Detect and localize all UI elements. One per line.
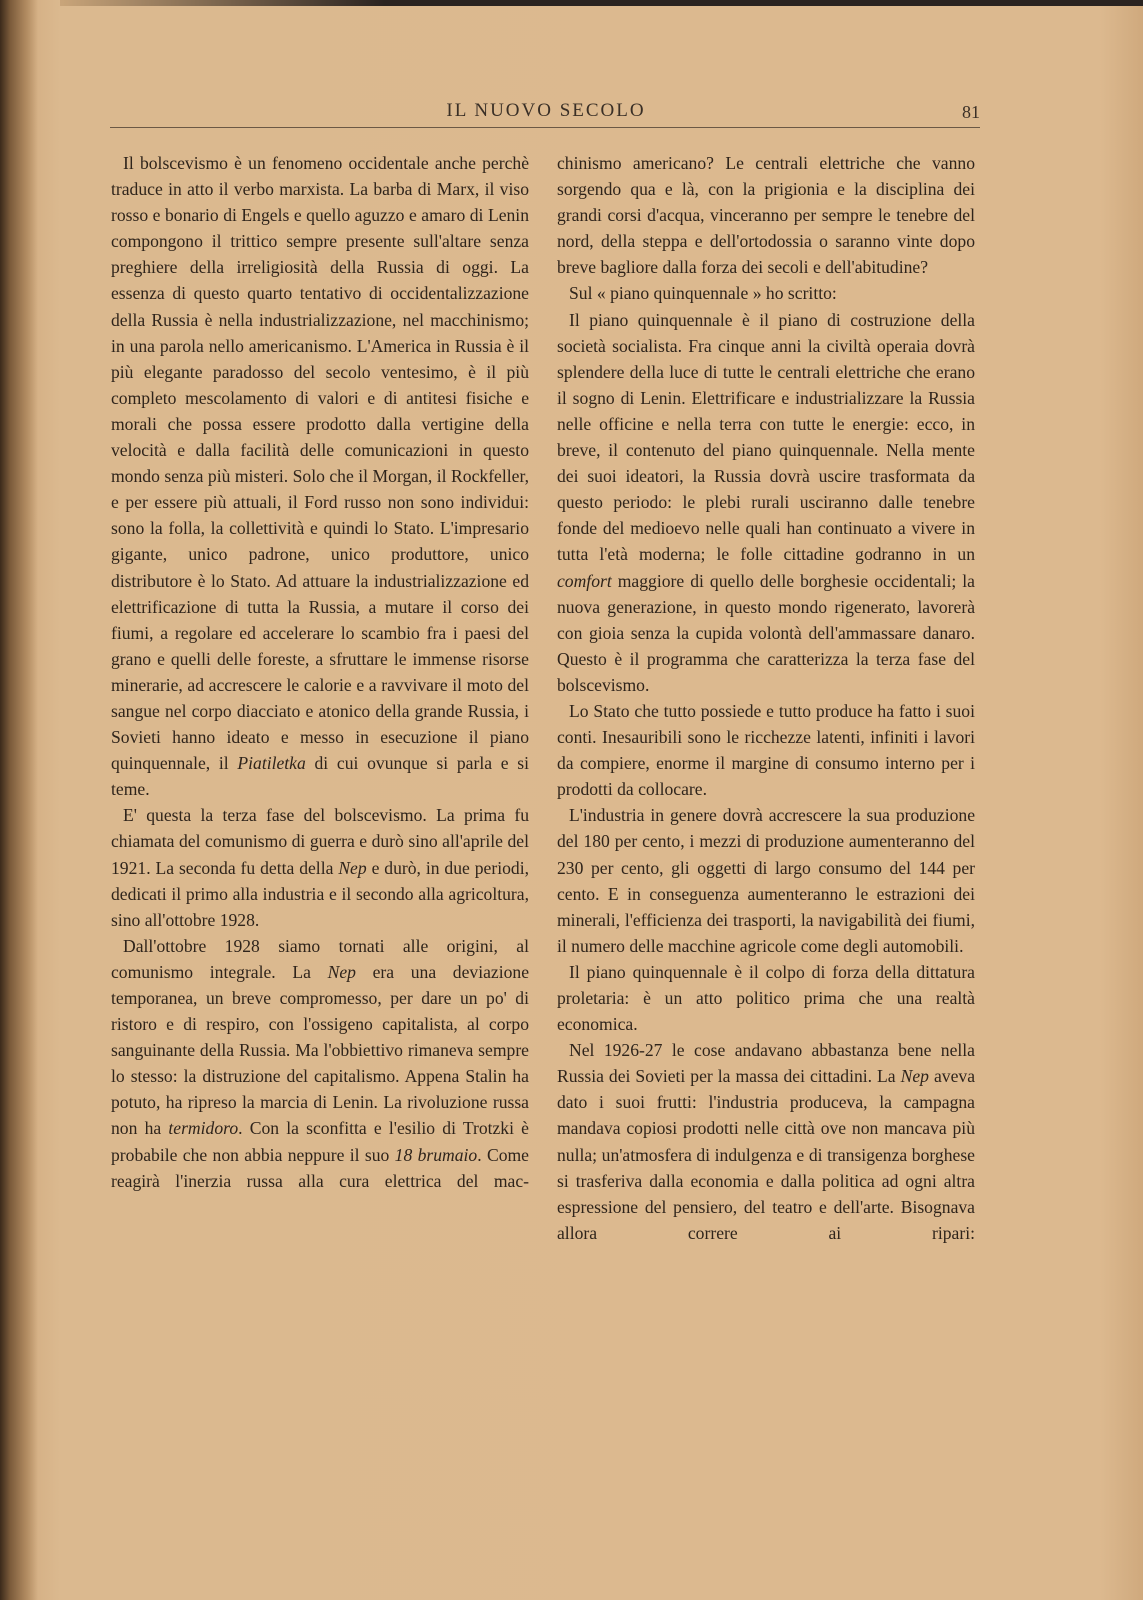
paragraph-text: Il bolscevismo è un fenomeno occidentale anche perchè traduce in atto il verbo marxista. La barba di Marx, il viso rosso e bonario di Engels e quello aguzzo e amaro di Lenin compongono il trittico sempre presente sull'altare senza preghiere della irreligiosità della Russia di oggi. La essenza di questo quarto tentativo di occidentalizzazione della Russia è nella industrializzazione, nel macchinismo; in una parola nello americanismo. L'America in Russia è il più elegante paradosso del secolo ventesimo, è il più completo mescolamento di valori e di antitesi fisiche e morali che possa essere prodotto dalla vertigine della velocità e dalla facilità delle comunicazioni in questo mondo senza più misteri. Solo che il Morgan, il Rockfeller, e per essere più attuali, il Ford russo non sono individui: sono la folla, la collettività e quindi lo Stato. L'impresario gigante, unico padrone, unico produttore, unico distributore è lo Stato. Ad attuare la industrializzazione ed elettrificazione di tutta la Russia, a mutare il corso dei fiumi, a regolare ed accelerare lo scambio fra i paesi del grano e quelli delle foreste, a sfruttare le immense risorse minerarie, ad accrescere le calorie e a ravvivare il moto del sangue nel corpo diacciato e atonico della grande Russia, i Sovieti hanno ideato e messo in esecuzione il piano quinquennale, il (111, 153, 529, 774)
header-title: IL NUOVO SECOLO (446, 100, 646, 121)
paragraph-text: . Come reagirà l'inerzia russa alla cura elettrica del mac- (111, 1144, 529, 1191)
paragraph (111, 150, 529, 802)
paragraph: chinismo americano? Le centrali elettriche che vanno sorgendo qua e là, con la prigionia e la disciplina dei grandi corsi d'acqua, vinceranno per sempre le tenebre del nord, della steppa e dell'ortodossia o saranno vinte dopo breve bagliore dalla forza dei secoli e dell'abitudine? (557, 153, 975, 278)
paragraph: L'industria in genere dovrà accrescere la sua produzione del 180 per cento, i mezzi di produzione aumenteranno del 230 per cento, gli oggetti di largo consumo del 144 per cento. E in conseguenza aumenteranno le estrazioni dei minerali, l'efficienza dei trasporti, la navigabilità dei fiumi, il numero delle macchine agricole come degli automobili. (557, 805, 975, 956)
paragraph-text: E' questa la terza fase del bolscevismo. La prima fu chiamata del comunismo di guerra e durò sino all'aprile del 1921. La seconda fu detta della (111, 805, 529, 878)
right-column (557, 150, 975, 1570)
paragraph: Il piano quinquennale è il colpo di forza della dittatura proletaria: è un atto politico prima che una realtà economica. (557, 961, 975, 1035)
paragraph-text: Dall'ottobre 1928 siamo tornati alle origini, al comunismo integrale. La (111, 935, 529, 982)
paragraph-text: Il piano quinquennale è il piano di costruzione della società socialista. Fra cinque anni la civiltà operaia dovrà splendere della luce di tutte le centrali elettriche che erano il sogno di Lenin. Elettrificare e industrializzare la Russia nelle officine e nella terra con tutte le energie: ecco, in breve, il contenuto del piano quinquennale. Nella mente dei suoi ideatori, la Russia dovrà uscire trasformata da questo periodo: le plebi rurali usciranno dalle tenebre fonde del medioevo nelle quali han continuato a vivere in tutta l'età moderna; le folle cittadine godranno in un (557, 309, 975, 565)
paragraph: Lo Stato che tutto possiede e tutto produce ha fatto i suoi conti. Inesauribili sono le ricchezze latenti, infiniti i lavori da compiere, enorme il margine di consumo interno per i prodotti da collocare. (557, 700, 975, 800)
paragraph-text: era una deviazione temporanea, un breve compromesso, per dare un po' di ristoro e di respiro, con l'ossigeno capitalista, al corpo sanguinante della Russia. Ma l'obbiettivo rimaneva sempre lo stesso: la distruzione del capitalismo. Appena Stalin ha potuto, ha ripreso la marcia di Lenin. La rivoluzione russa non ha (111, 961, 530, 1139)
page-number: 81 (962, 102, 980, 122)
paragraph-text: maggiore di quello delle borghesie occidentali; la nuova generazione, in questo mondo rigenerato, lavorerà con gioia senza la cupida volontà dell'ammassare danaro. Questo è il programma che caratterizza la terza fase del bolscevismo. (557, 570, 975, 695)
header-rule (110, 127, 980, 128)
italic-term: Piatiletka (237, 753, 306, 774)
paragraph-text: aveva dato i suoi frutti: l'industria produceva, la campagna mandava copiosi prodotti nelle città ove non mancava più nulla; un'atmosfera di indulgenza e di transigenza borghese si trasferiva dalla economia e dalla politica ad ogni altra espressione del pensiero, del teatro e dell'arte. Bisognava allora correre ai ripari: (557, 1066, 975, 1243)
italic-term: termidoro (168, 1118, 239, 1139)
italic-term: comfort (557, 570, 612, 591)
paragraph (111, 933, 529, 1194)
book-binding-edge (0, 0, 38, 1600)
paragraph: Sul « piano quinquennale » ho scritto: (569, 283, 837, 304)
paragraph-text: e durò, in due periodi, dedicati il primo alla industria e il secondo alla agricoltura, sino all'ottobre 1928. (111, 857, 529, 930)
italic-term: Nep (338, 857, 367, 878)
paragraph (111, 802, 529, 932)
running-header (112, 98, 980, 130)
paragraph-text: . Con la sconfitta e l'esilio di Trotzki è probabile che non abbia neppure il suo (111, 1118, 529, 1165)
paragraph (557, 1037, 975, 1246)
top-edge-shadow (60, 0, 1143, 6)
italic-term: Nep (900, 1066, 929, 1087)
paragraph-text: di cui ovunque si parla e si teme. (111, 753, 529, 800)
paragraph (557, 307, 975, 698)
italic-term: Nep (327, 961, 356, 982)
italic-term: 18 brumaio (394, 1144, 478, 1165)
paragraph-text: Nel 1926-27 le cose andavano abbastanza bene nella Russia dei Sovieti per la massa dei cittadini. La (557, 1040, 975, 1087)
left-column (111, 150, 529, 1570)
